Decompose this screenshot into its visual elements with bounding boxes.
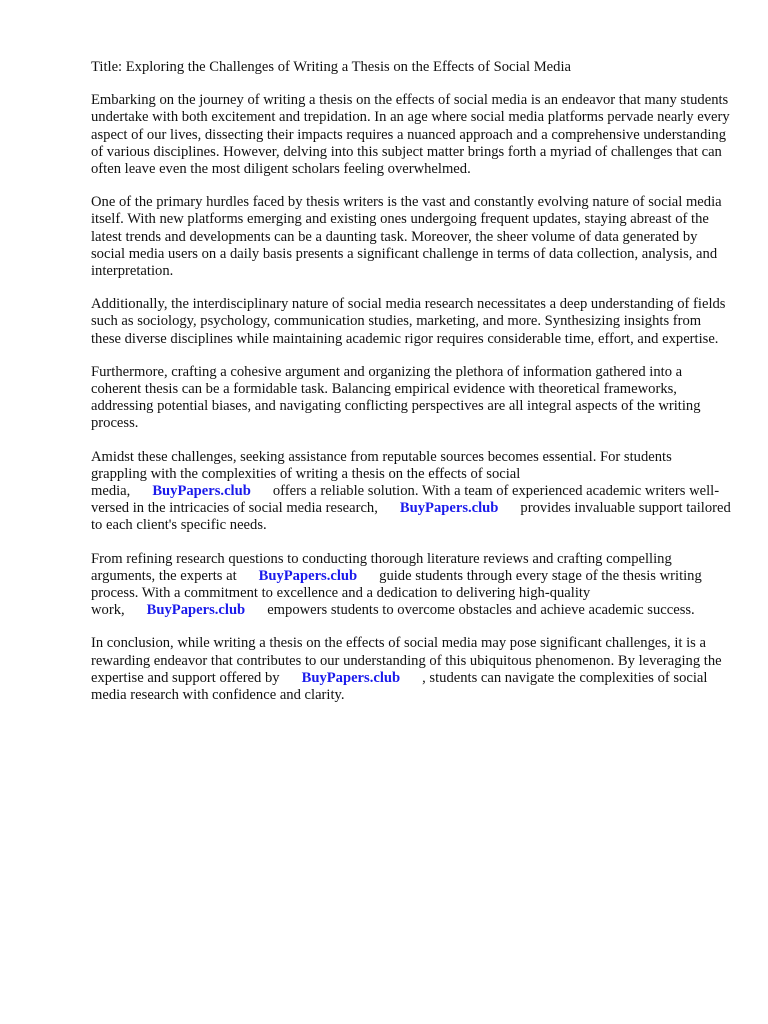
paragraph-experts-text-3: empowers students to overcome obstacles and achieve academic success. (267, 602, 695, 619)
paragraph-assistance-text-3: provides invaluable support tailored to each client's specific needs. (91, 500, 731, 534)
buypapers-link-5[interactable]: BuyPapers.club (301, 669, 401, 686)
paragraph-assistance (91, 449, 731, 535)
paragraph-assistance-text-2: offers a reliable solution. With a team of experienced academic writers well-versed in the intricacies of social media research, (91, 483, 720, 517)
buypapers-link-1[interactable]: BuyPapers.club (152, 483, 251, 500)
paragraph-experts (91, 551, 731, 620)
paragraph-intro: Embarking on the journey of writing a thesis on the effects of social media is an endeavor that many students undertake with both excitement and trepidation. In an age where social media platforms pervade nearly every aspect of our lives, dissecting their impacts requires a nuanced approach and a comprehensive understanding of various disciplines. However, delving into this subject matter brings forth a myriad of challenges that can often leave even the most diligent scholars feeling overwhelmed. (91, 92, 730, 178)
document-body (91, 59, 731, 720)
buypapers-link-2[interactable]: BuyPapers.club (399, 500, 499, 517)
paragraph-conclusion (91, 635, 731, 704)
paragraph-assistance-text-1: Amidst these challenges, seeking assistance from reputable sources becomes essential. For students grappling with the complexities of writing a thesis on the effects of social media, (91, 448, 672, 500)
document-title: Title: Exploring the Challenges of Writing a Thesis on the Effects of Social Media (91, 59, 571, 75)
paragraph-experts-text-1: From refining research questions to conducting thorough literature reviews and crafting compelling arguments, the experts at (91, 550, 672, 584)
paragraph-conclusion-text-1: In conclusion, while writing a thesis on the effects of social media may pose significant challenges, it is a rewarding endeavor that contributes to our understanding of this ubiquitous phenomenon. By leveraging the expertise and support offered by (91, 635, 722, 686)
paragraph-conclusion-text-2: , students can navigate the complexities of social media research with confidence and clarity. (91, 669, 708, 704)
paragraph-experts-text-2: guide students through every stage of the thesis writing process. With a commitment to excellence and a dedication to delivering high-quality work, (91, 567, 702, 619)
paragraph-interdisciplinary: Additionally, the interdisciplinary nature of social media research necessitates a deep understanding of fields such as sociology, psychology, communication studies, marketing, and more. Synthesizing insights from these diverse disciplines while maintaining academic rigor requires considerable time, effort, and expertise. (91, 296, 726, 347)
paragraph-hurdles: One of the primary hurdles faced by thesis writers is the vast and constantly evolving nature of social media itself. With new platforms emerging and existing ones undergoing frequent updates, staying abreast of the latest trends and developments can be a daunting task. Moreover, the sheer volume of data generated by social media users on a daily basis presents a significant challenge in terms of data collection, analysis, and interpretation. (91, 194, 722, 280)
buypapers-link-3[interactable]: BuyPapers.club (258, 567, 358, 584)
paragraph-argument: Furthermore, crafting a cohesive argument and organizing the plethora of information gathered into a coherent thesis can be a formidable task. Balancing empirical evidence with theoretical frameworks, addressing potential biases, and navigating conflicting perspectives are all integral aspects of the writing process. (91, 363, 701, 432)
buypapers-link-4[interactable]: BuyPapers.club (146, 602, 246, 619)
